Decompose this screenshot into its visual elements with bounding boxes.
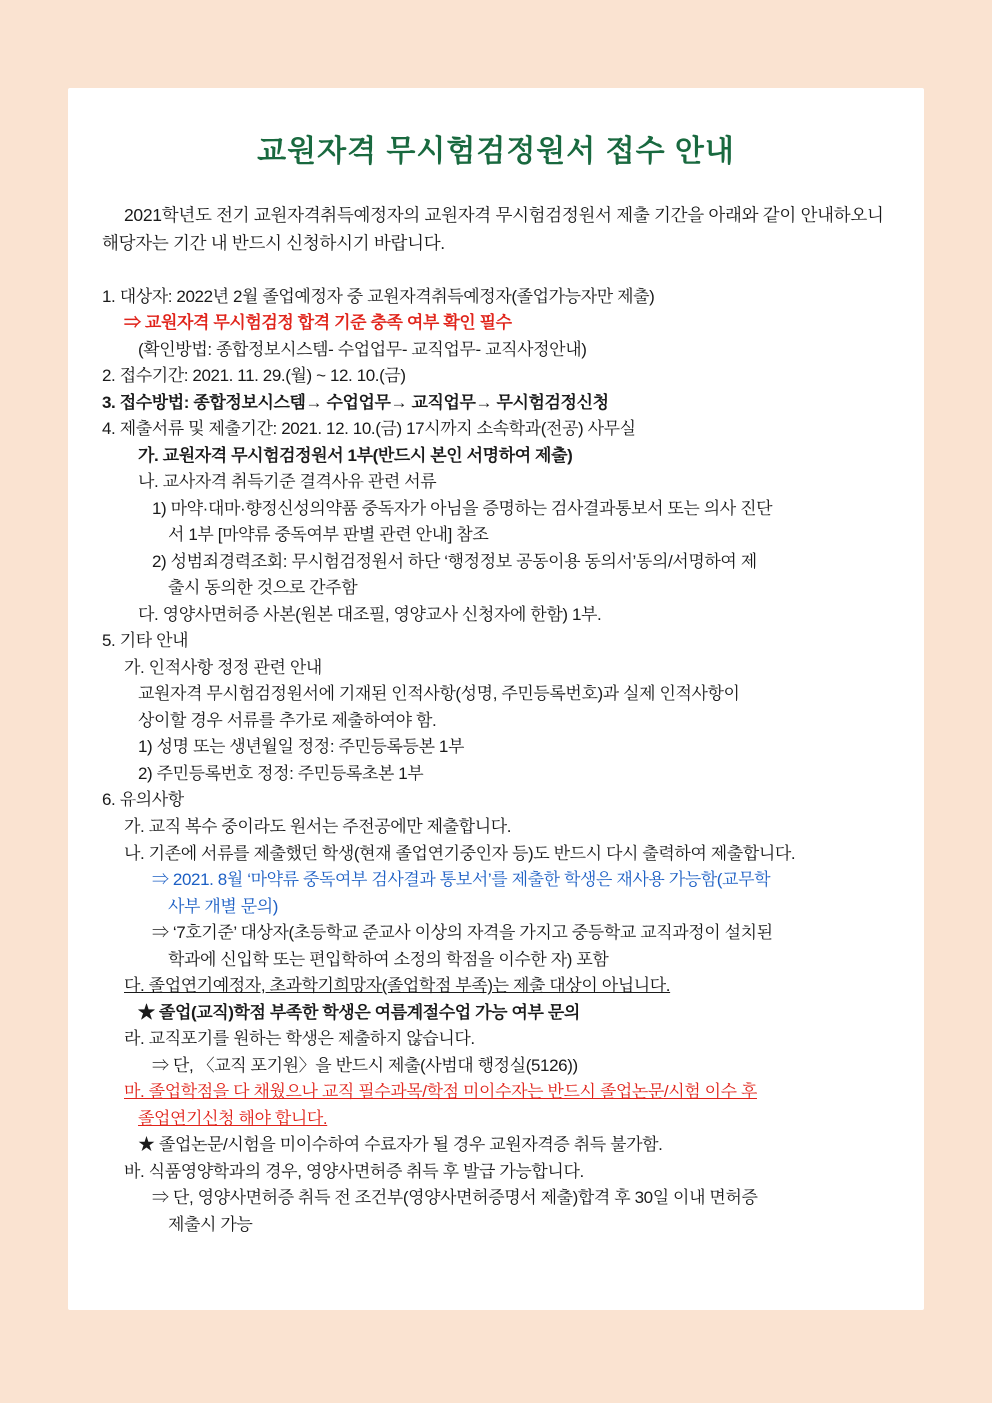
list-item: 출시 동의한 것으로 간주함 (168, 578, 358, 598)
list-item: 바. 식품영양학과의 경우, 영양사면허증 취득 후 발급 가능합니다. (124, 1161, 584, 1181)
list-item: 3. 접수방법: 종합정보시스템→ 수업업무→ 교직업무→ 무시험검정신청 (102, 392, 609, 412)
list-item: 상이할 경우 서류를 추가로 제출하여야 함. (138, 710, 437, 730)
notice-body (102, 284, 890, 1239)
list-item: 다. 졸업연기예정자, 초과학기희망자(졸업학점 부족)는 제출 대상이 아닙니다. (124, 976, 671, 996)
list-item: 나. 교사자격 취득기준 결격사유 관련 서류 (138, 472, 437, 492)
list-item: ⇒ ‘7호기준’ 대상자(초등학교 준교사 이상의 자격을 가지고 중등학교 교직과정이 설치된 (152, 923, 773, 943)
list-item: 졸업연기신청 해야 합니다. (138, 1108, 328, 1128)
list-item: 서 1부 [마약류 중독여부 판별 관련 안내] 참조 (168, 525, 489, 545)
list-item: 2) 주민등록번호 정정: 주민등록초본 1부 (138, 763, 424, 783)
list-item: (확인방법: 종합정보시스템- 수업업무- 교직업무- 교직사정안내) (138, 339, 587, 359)
list-item: 나. 기존에 서류를 제출했던 학생(현재 졸업연기중인자 등)도 반드시 다시 출력하여 제출합니다. (124, 843, 796, 863)
list-item: 1) 성명 또는 생년월일 정정: 주민등록등본 1부 (138, 737, 465, 757)
list-item: 4. 제출서류 및 제출기간: 2021. 12. 10.(금) 17시까지 소속학과(전공) 사무실 (102, 419, 636, 439)
list-item: 학과에 신입학 또는 편입학하여 소정의 학점을 이수한 자) 포함 (168, 949, 609, 969)
list-item: 6. 유의사항 (102, 790, 184, 810)
list-item: ⇒ 단, 〈교직 포기원〉을 반드시 제출(사범대 행정실(5126)) (152, 1055, 578, 1075)
list-item: 1) 마약·대마·향정신성의약품 중독자가 아님을 증명하는 검사결과통보서 또는 의사 진단 (152, 498, 773, 518)
list-item: 사부 개별 문의) (168, 896, 279, 916)
notice-document (68, 88, 924, 1310)
list-item: ★ 졸업논문/시험을 미이수하여 수료자가 될 경우 교원자격증 취득 불가함. (138, 1135, 663, 1155)
list-item: ⇒ 교원자격 무시험검정 합격 기준 충족 여부 확인 필수 (124, 313, 512, 333)
list-item: 제출시 가능 (168, 1214, 253, 1234)
list-item: 1. 대상자: 2022년 2월 졸업예정자 중 교원자격취득예정자(졸업가능자만 제출) (102, 286, 655, 306)
list-item: ⇒ 단, 영양사면허증 취득 전 조건부(영양사면허증명서 제출)합격 후 30일 이내 면허증 (152, 1188, 758, 1208)
list-item: 교원자격 무시험검정원서에 기재된 인적사항(성명, 주민등록번호)과 실제 인적사항이 (138, 684, 740, 704)
intro-paragraph: 2021학년도 전기 교원자격취득예정자의 교원자격 무시험검정원서 제출 기간을 아래와 같이 안내하오니 해당자는 기간 내 반드시 신청하시기 바랍니다. (102, 205, 884, 254)
list-item: 다. 영양사면허증 사본(원본 대조필, 영양교사 신청자에 한함) 1부. (138, 604, 602, 624)
list-item: 2) 성범죄경력조회: 무시험검정원서 하단 ‘행정정보 공동이용 동의서’동의/서명하여 제 (152, 551, 757, 571)
list-item: ★ 졸업(교직)학점 부족한 학생은 여름계절수업 가능 여부 문의 (138, 1002, 580, 1022)
list-item: 마. 졸업학점을 다 채웠으나 교직 필수과목/학점 미이수자는 반드시 졸업논문/시험 이수 후 (124, 1082, 757, 1102)
page-title: 교원자격 무시험검정원서 접수 안내 (257, 135, 735, 168)
list-item: ⇒ 2021. 8월 ‘마약류 중독여부 검사결과 통보서’를 제출한 학생은 재사용 가능함(교무학 (152, 870, 771, 890)
list-item: 5. 기타 안내 (102, 631, 189, 651)
list-item: 가. 교원자격 무시험검정원서 1부(반드시 본인 서명하여 제출) (138, 445, 573, 465)
list-item: 가. 인적사항 정정 관련 안내 (124, 657, 322, 677)
list-item: 2. 접수기간: 2021. 11. 29.(월) ~ 12. 10.(금) (102, 366, 406, 386)
list-item: 라. 교직포기를 원하는 학생은 제출하지 않습니다. (124, 1029, 475, 1049)
list-item: 가. 교직 복수 중이라도 원서는 주전공에만 제출합니다. (124, 817, 512, 836)
